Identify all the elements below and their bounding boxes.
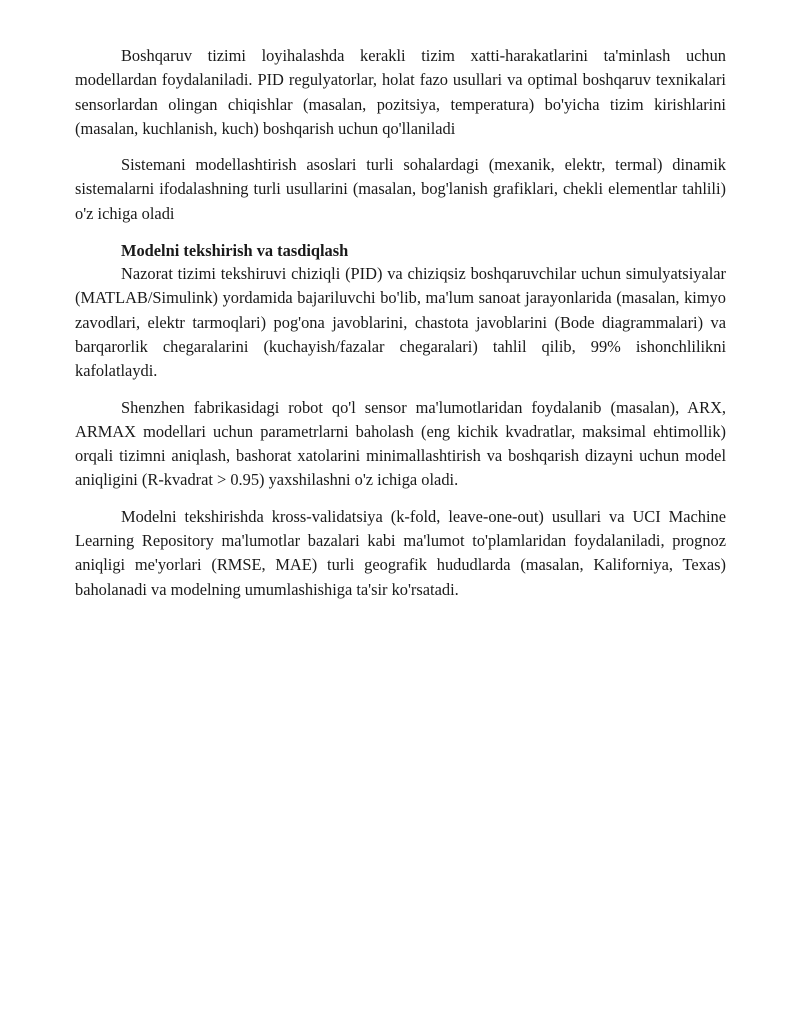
paragraph-system-identification: Shenzhen fabrikasidagi robot qo'l sensor ma'lumotlaridan foydalanib (masalan), ARX, ARMAX modellari uchun parametrlarni baholash (eng kichik kvadratlar, maksimal ehtimollik) orqali tizimni aniqlash, bashorat xatolarini minimallashtirish va boshqarish dizayni uchun model aniqligini (R-kvadrat > 0.95) yaxshilashni o'z ichiga oladi. [75, 397, 726, 490]
section-heading: Modelni tekshirish va tasdiqlash [121, 241, 349, 261]
paragraph-cross-validation: Modelni tekshirishda kross-validatsiya (k-fold, leave-one-out) usullari va UCI Machine Learning Repository ma'lumotlar bazalari kabi ma'lumot to'plamlaridan foydalaniladi, prognoz aniqligi me'yorlari (RMSE, MAE) turli geografik hududlarda (masalan, Kaliforniya, Texas) baholanadi va modelning umumlashishiga ta'sir ko'rsatadi. [75, 506, 726, 599]
document-page [75, 44, 726, 614]
paragraph-control-design: Boshqaruv tizimi loyihalashda kerakli tizim xatti-harakatlarini ta'minlash uchun modellardan foydalaniladi. PID regulyatorlar, holat fazo usullari va optimal boshqaruv texnikalari sensorlardan olingan chiqishlar (masalan, pozitsiya, temperatura) bo'yicha tizim kirishlarini (masalan, kuchlanish, kuch) boshqarish uchun qo'llaniladi [75, 46, 726, 138]
paragraph-control-verification: Nazorat tizimi tekshiruvi chiziqli (PID) va chiziqsiz boshqaruvchilar uchun simulyatsiyalar (MATLAB/Simulink) yordamida bajariluvchi bo'lib, ma'lum sanoat jarayonlarida (masalan, kimyo zavodlari, elektr tarmoqlari) pog'ona javoblarini, chastota javoblarini (Bode diagrammalari) va barqarorlik chegaralarini (kuchayish/fazalar chegaralari) tahlil qilib, 99% ishonchlilikni kafolatlaydi. [75, 264, 726, 381]
paragraph-system-modeling: Sistemani modellashtirish asoslari turli sohalardagi (mexanik, elektr, termal) dinamik sistemalarni ifodalashning turli usullarini (masalan, bog'lanish grafiklari, chekli elementlar tahlili) o'z ichiga oladi [75, 155, 726, 223]
